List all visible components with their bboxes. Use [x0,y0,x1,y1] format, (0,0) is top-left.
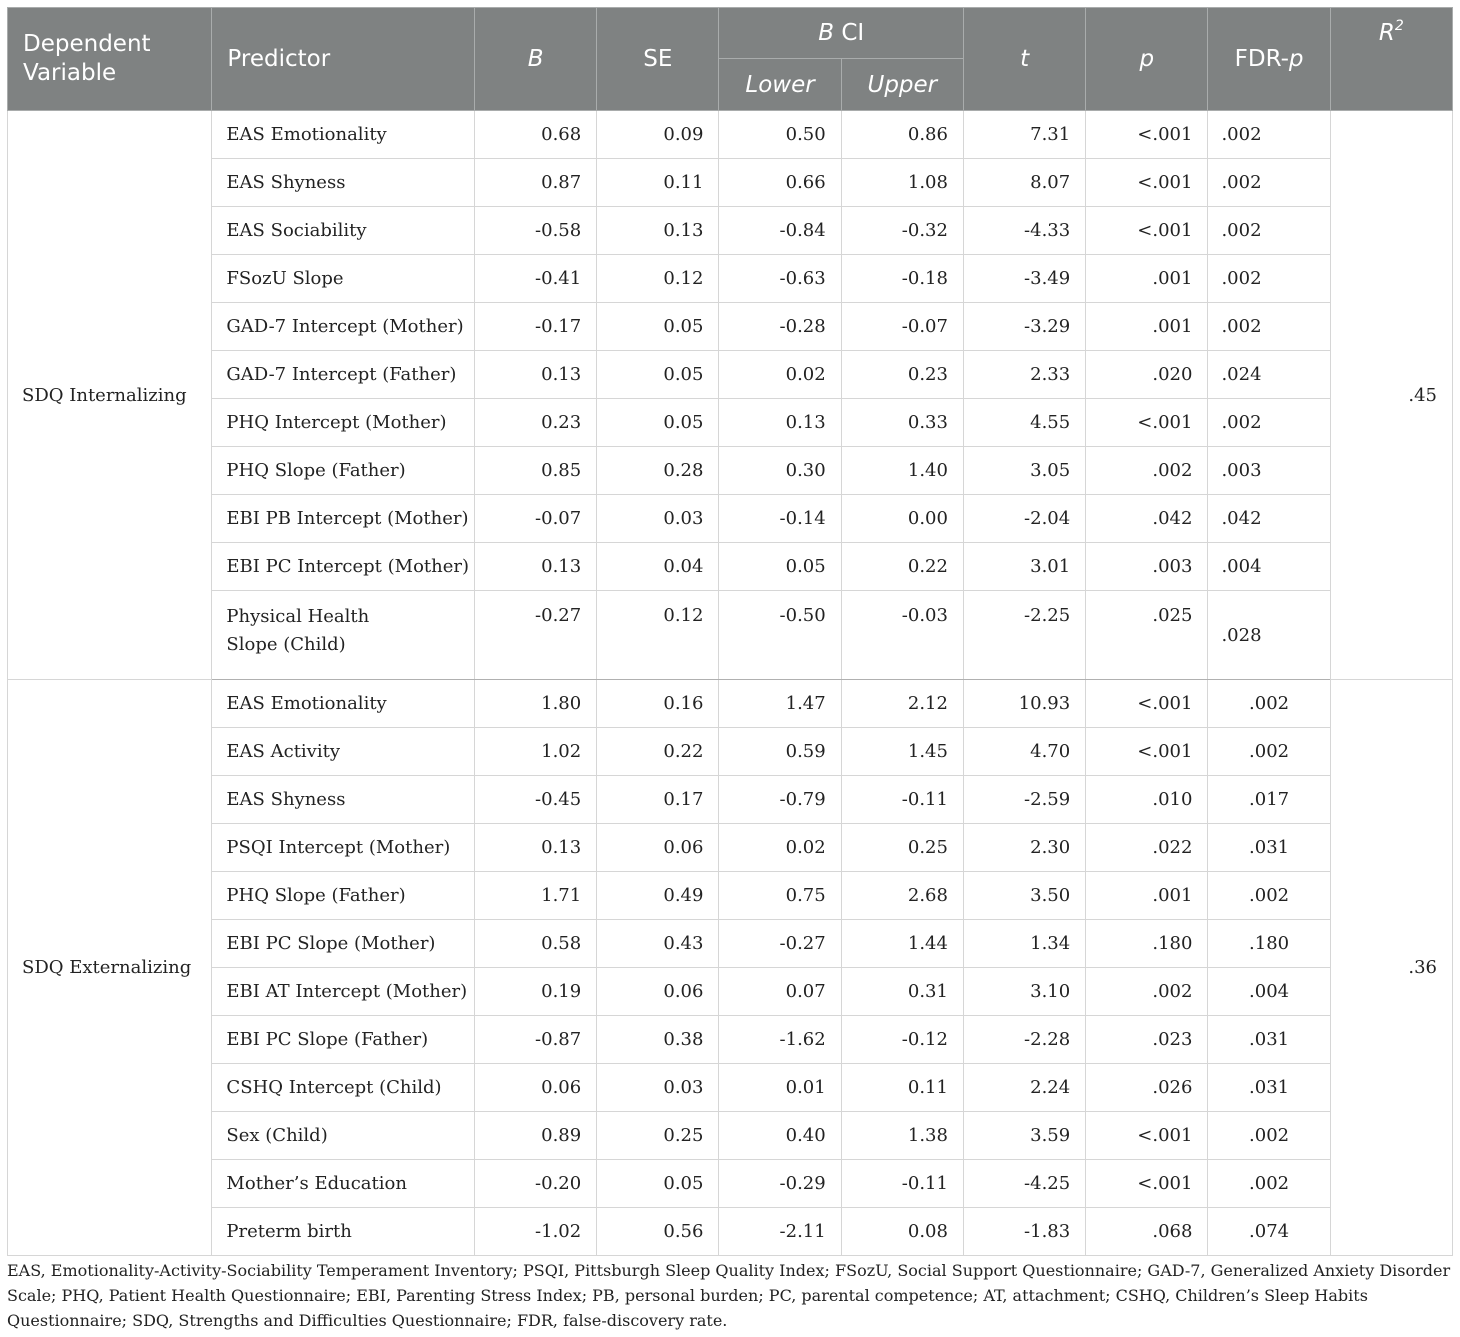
predictor-cell [212,591,475,680]
lower-cell: 0.02 [719,351,841,399]
table-row [8,920,1453,968]
predictor-cell: CSHQ Intercept (Child) [212,1064,475,1112]
lower-cell: 0.59 [719,728,841,776]
se-cell: 0.13 [597,207,719,255]
table-row [8,543,1453,591]
b-cell: 0.13 [474,351,596,399]
se-cell: 0.04 [597,543,719,591]
fdr-p-cell: .002 [1208,111,1330,159]
upper-cell: -0.18 [841,255,963,303]
predictor-cell: Preterm birth [212,1208,475,1256]
lower-cell: 0.02 [719,824,841,872]
predictor-cell: EBI PC Slope (Father) [212,1016,475,1064]
p-cell: .180 [1086,920,1208,968]
p-cell: .026 [1086,1064,1208,1112]
p-cell: <.001 [1086,207,1208,255]
lower-cell: 0.75 [719,872,841,920]
fdr-p-cell: .004 [1208,543,1330,591]
upper-cell: -0.12 [841,1016,963,1064]
fdr-p-cell: .002 [1208,303,1330,351]
p-cell: .023 [1086,1016,1208,1064]
b-cell: 0.58 [474,920,596,968]
b-cell: -0.20 [474,1160,596,1208]
upper-cell: 0.11 [841,1064,963,1112]
upper-cell: 1.08 [841,159,963,207]
predictor-cell: GAD-7 Intercept (Mother) [212,303,475,351]
lower-cell: -2.11 [719,1208,841,1256]
header-b: B [474,8,596,111]
predictor-line-1: Physical Health [226,606,370,627]
t-cell: 3.01 [963,543,1085,591]
fdr-p-cell: .024 [1208,351,1330,399]
table-row [8,680,1453,728]
lower-cell: 0.66 [719,159,841,207]
p-cell: .003 [1086,543,1208,591]
t-cell: 2.33 [963,351,1085,399]
upper-cell: 0.00 [841,495,963,543]
se-cell: 0.05 [597,351,719,399]
b-cell: 1.80 [474,680,596,728]
upper-cell: -0.07 [841,303,963,351]
t-cell: 3.10 [963,968,1085,1016]
fdr-p-cell: .002 [1208,207,1330,255]
b-cell: 0.85 [474,447,596,495]
b-cell: -0.27 [474,591,596,680]
b-cell: 0.13 [474,824,596,872]
p-cell: .002 [1086,447,1208,495]
upper-cell: 1.44 [841,920,963,968]
fdr-p-cell: .002 [1208,680,1330,728]
lower-cell: -0.27 [719,920,841,968]
fdr-p-cell: .180 [1208,920,1330,968]
table-row [8,303,1453,351]
b-cell: 0.89 [474,1112,596,1160]
p-cell: .002 [1086,968,1208,1016]
predictor-cell: PSQI Intercept (Mother) [212,824,475,872]
upper-cell: 0.31 [841,968,963,1016]
fdr-p-cell: .031 [1208,1064,1330,1112]
table-row [8,495,1453,543]
lower-cell: -0.14 [719,495,841,543]
upper-cell: 1.45 [841,728,963,776]
lower-cell: 0.40 [719,1112,841,1160]
lower-cell: -0.63 [719,255,841,303]
b-cell: 0.19 [474,968,596,1016]
upper-cell: 2.12 [841,680,963,728]
table-row [8,728,1453,776]
b-cell: -0.87 [474,1016,596,1064]
table-row [8,207,1453,255]
p-cell: .022 [1086,824,1208,872]
upper-cell: 0.08 [841,1208,963,1256]
t-cell: 3.59 [963,1112,1085,1160]
p-cell: <.001 [1086,680,1208,728]
header-predictor: Predictor [212,8,475,111]
header-upper: Upper [841,59,963,111]
fdr-p-cell: .002 [1208,1112,1330,1160]
p-cell: <.001 [1086,111,1208,159]
predictor-cell: FSozU Slope [212,255,475,303]
header-p: p [1086,8,1208,111]
upper-cell: 2.68 [841,872,963,920]
se-cell: 0.49 [597,872,719,920]
t-cell: -1.83 [963,1208,1085,1256]
dependent-variable-cell: SDQ Externalizing [8,680,212,1256]
se-cell: 0.06 [597,968,719,1016]
se-cell: 0.05 [597,303,719,351]
b-cell: 0.13 [474,543,596,591]
table-row [8,399,1453,447]
table-row [8,591,1453,680]
p-cell: .001 [1086,303,1208,351]
lower-cell: 0.30 [719,447,841,495]
table-row [8,1160,1453,1208]
fdr-p-cell: .002 [1208,728,1330,776]
table-row [8,1208,1453,1256]
predictor-cell: PHQ Slope (Father) [212,872,475,920]
upper-cell: 1.40 [841,447,963,495]
t-cell: -4.25 [963,1160,1085,1208]
r2-cell: .45 [1330,111,1452,680]
p-cell: .068 [1086,1208,1208,1256]
p-cell: .042 [1086,495,1208,543]
b-cell: -0.17 [474,303,596,351]
lower-cell: 0.07 [719,968,841,1016]
upper-cell: 0.25 [841,824,963,872]
predictor-cell: EAS Shyness [212,776,475,824]
b-cell: -0.41 [474,255,596,303]
table-row [8,1064,1453,1112]
se-cell: 0.09 [597,111,719,159]
lower-cell: -0.84 [719,207,841,255]
table-row [8,824,1453,872]
se-cell: 0.03 [597,1064,719,1112]
b-cell: 0.23 [474,399,596,447]
header-lower: Lower [719,59,841,111]
predictor-cell: Sex (Child) [212,1112,475,1160]
fdr-p-cell: .031 [1208,824,1330,872]
predictor-cell: GAD-7 Intercept (Father) [212,351,475,399]
header-dependent-variable: Dependent Variable [8,8,212,111]
predictor-cell: Mother’s Education [212,1160,475,1208]
b-cell: 1.02 [474,728,596,776]
header-b-ci-suffix: CI [834,20,865,46]
fdr-p-cell: .028 [1208,591,1330,680]
p-cell: .001 [1086,255,1208,303]
b-cell: 0.68 [474,111,596,159]
t-cell: -2.25 [963,591,1085,680]
b-cell: 0.87 [474,159,596,207]
t-cell: 4.55 [963,399,1085,447]
se-cell: 0.16 [597,680,719,728]
se-cell: 0.43 [597,920,719,968]
t-cell: 8.07 [963,159,1085,207]
predictor-cell: PHQ Intercept (Mother) [212,399,475,447]
predictor-cell: EAS Emotionality [212,111,475,159]
b-cell: -0.58 [474,207,596,255]
predictor-cell: EBI AT Intercept (Mother) [212,968,475,1016]
predictor-cell: PHQ Slope (Father) [212,447,475,495]
header-fdr-prefix: FDR- [1234,46,1289,72]
t-cell: 7.31 [963,111,1085,159]
table-row [8,872,1453,920]
table-row [8,1016,1453,1064]
lower-cell: 0.05 [719,543,841,591]
table-row [8,1112,1453,1160]
regression-results-table [7,7,1453,1256]
t-cell: -2.28 [963,1016,1085,1064]
fdr-p-cell: .003 [1208,447,1330,495]
lower-cell: 0.13 [719,399,841,447]
b-cell: -0.07 [474,495,596,543]
t-cell: 10.93 [963,680,1085,728]
r2-cell: .36 [1330,680,1452,1256]
se-cell: 0.11 [597,159,719,207]
lower-cell: -0.29 [719,1160,841,1208]
t-cell: -3.29 [963,303,1085,351]
lower-cell: -0.50 [719,591,841,680]
lower-cell: -1.62 [719,1016,841,1064]
lower-cell: -0.28 [719,303,841,351]
lower-cell: 0.01 [719,1064,841,1112]
fdr-p-cell: .042 [1208,495,1330,543]
predictor-cell: EAS Activity [212,728,475,776]
lower-cell: 1.47 [719,680,841,728]
t-cell: 1.34 [963,920,1085,968]
se-cell: 0.17 [597,776,719,824]
fdr-p-cell: .031 [1208,1016,1330,1064]
upper-cell: 0.33 [841,399,963,447]
header-t: t [963,8,1085,111]
b-cell: -0.45 [474,776,596,824]
table-row [8,351,1453,399]
fdr-p-cell: .002 [1208,399,1330,447]
predictor-cell: EAS Shyness [212,159,475,207]
fdr-p-cell: .002 [1208,159,1330,207]
t-cell: 3.05 [963,447,1085,495]
upper-cell: -0.11 [841,1160,963,1208]
fdr-p-cell: .002 [1208,255,1330,303]
predictor-line-2: Slope (Child) [226,634,346,655]
upper-cell: 0.23 [841,351,963,399]
t-cell: 3.50 [963,872,1085,920]
se-cell: 0.38 [597,1016,719,1064]
se-cell: 0.03 [597,495,719,543]
table-row [8,111,1453,159]
predictor-cell: EBI PC Slope (Mother) [212,920,475,968]
t-cell: -2.59 [963,776,1085,824]
predictor-cell: EAS Sociability [212,207,475,255]
header-r2 [1330,8,1452,111]
p-cell: .001 [1086,872,1208,920]
table-row [8,968,1453,1016]
t-cell: -4.33 [963,207,1085,255]
predictor-cell: EBI PC Intercept (Mother) [212,543,475,591]
fdr-p-cell: .017 [1208,776,1330,824]
p-cell: .025 [1086,591,1208,680]
se-cell: 0.05 [597,399,719,447]
b-cell: 0.06 [474,1064,596,1112]
fdr-p-cell: .002 [1208,872,1330,920]
t-cell: 2.30 [963,824,1085,872]
lower-cell: 0.50 [719,111,841,159]
dependent-variable-cell: SDQ Internalizing [8,111,212,680]
fdr-p-cell: .074 [1208,1208,1330,1256]
table-row [8,776,1453,824]
table-row [8,255,1453,303]
header-fdr-p-letter: p [1288,46,1304,72]
fdr-p-cell: .004 [1208,968,1330,1016]
predictor-cell: EBI PB Intercept (Mother) [212,495,475,543]
header-fdr-p [1208,8,1330,111]
p-cell: <.001 [1086,159,1208,207]
se-cell: 0.22 [597,728,719,776]
upper-cell: -0.03 [841,591,963,680]
p-cell: <.001 [1086,728,1208,776]
upper-cell: 0.86 [841,111,963,159]
table-header [8,8,1453,111]
se-cell: 0.12 [597,591,719,680]
header-b-ci [719,8,964,59]
upper-cell: -0.11 [841,776,963,824]
t-cell: 4.70 [963,728,1085,776]
header-r2-letter: R [1378,20,1395,46]
se-cell: 0.25 [597,1112,719,1160]
table-footnote: EAS, Emotionality-Activity-Sociability Temperament Inventory; PSQI, Pittsburgh Sleep Quality Index; FSozU, Social Support Questionnaire; GAD-7, Generalized Anxiety Disorder Scale; PHQ, Patient Health Questionnaire; EBI, Parenting Stress Index; PB, personal burden; PC, parental competence; AT, attachment; CSHQ, Children’s Sleep Habits Questionnaire; SDQ, Strengths and Difficulties Questionnaire; FDR, false-discovery rate. [7,1261,1451,1330]
upper-cell: -0.32 [841,207,963,255]
p-cell: .020 [1086,351,1208,399]
b-cell: -1.02 [474,1208,596,1256]
fdr-p-cell: .002 [1208,1160,1330,1208]
se-cell: 0.28 [597,447,719,495]
header-b-ci-letter: B [818,20,835,46]
header-se: SE [597,8,719,111]
t-cell: -2.04 [963,495,1085,543]
p-cell: <.001 [1086,1112,1208,1160]
p-cell: <.001 [1086,1160,1208,1208]
group-sdq-externalizing [8,680,1453,1256]
upper-cell: 1.38 [841,1112,963,1160]
group-sdq-internalizing [8,111,1453,680]
t-cell: -3.49 [963,255,1085,303]
upper-cell: 0.22 [841,543,963,591]
se-cell: 0.05 [597,1160,719,1208]
table-row [8,447,1453,495]
lower-cell: -0.79 [719,776,841,824]
b-cell: 1.71 [474,872,596,920]
table-row [8,159,1453,207]
p-cell: <.001 [1086,399,1208,447]
predictor-cell: EAS Emotionality [212,680,475,728]
header-r2-sup: 2 [1394,18,1404,34]
t-cell: 2.24 [963,1064,1085,1112]
se-cell: 0.06 [597,824,719,872]
se-cell: 0.12 [597,255,719,303]
se-cell: 0.56 [597,1208,719,1256]
p-cell: .010 [1086,776,1208,824]
